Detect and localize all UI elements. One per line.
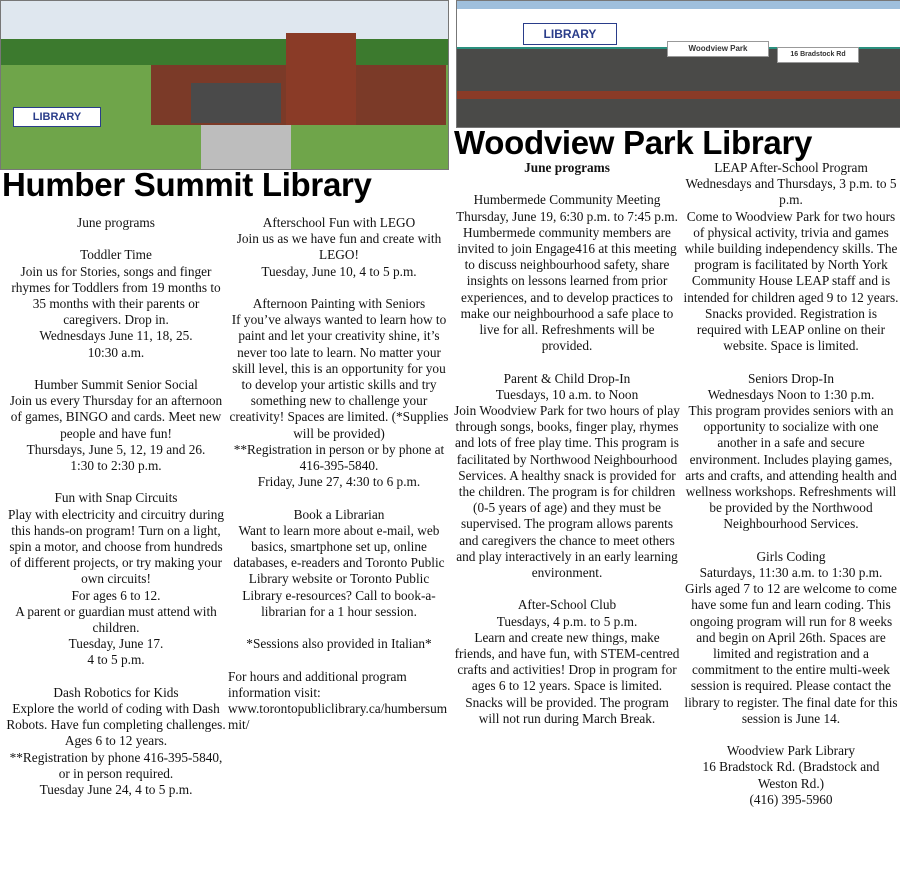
program-description: Want to learn more about e-mail, web basics, smartphone set up, online databases, e-readers and Toronto Public Library website or Toronto Public Library e-resources? Call to book-a-librarian for a 1 hour session. (233, 522, 445, 619)
program-name: Girls Coding (756, 548, 826, 564)
program-description: This program provides seniors with an opportunity to socialize with one another in a safe and secure environment. Includes playing games, arts and crafts, and attending health and wellness workshops. Refreshments will be provided by the Northwood Neighbourhood Services. (685, 403, 897, 532)
program-time: 4 to 5 p.m. (87, 652, 145, 668)
program-name: After-School Club (517, 597, 617, 613)
library-tower (286, 33, 356, 125)
program-when: Saturdays, 11:30 a.m. to 1:30 p.m. (699, 565, 883, 581)
program-when: Thursday, June 19, 6:30 p.m. to 7:45 p.m. (456, 208, 678, 224)
program-after-school-club (454, 597, 680, 727)
library-entrance (191, 83, 281, 123)
program-description: Play with electricity and circuitry during this hands-on program! Turn on a light, spin a motor, and choose from hundreds of different projects, or try making your own circuits! (7, 506, 224, 587)
humber-summit-library-photo (0, 0, 449, 170)
address-street: 16 Bradstock Rd. (Bradstock and Weston Rd.) (702, 759, 880, 791)
address-phone: (416) 395-5960 (749, 791, 833, 807)
program-painting-seniors (228, 296, 450, 490)
italian-note: *Sessions also provided in Italian* (246, 636, 432, 652)
humber-column-1 (6, 215, 226, 798)
more-info (228, 669, 450, 734)
program-community-meeting (454, 192, 680, 354)
program-when: Friday, June 27, 4:30 to 6 p.m. (257, 474, 421, 490)
program-description: Join us as we have fun and create with LEGO! (236, 231, 442, 263)
program-time: 10:30 a.m. (87, 344, 145, 360)
program-book-librarian (228, 507, 450, 620)
program-when: Thursdays, June 5, 12, 19 and 26. (26, 441, 206, 457)
program-senior-social (6, 377, 226, 474)
program-name: Book a Librarian (293, 506, 385, 522)
brick-band (457, 91, 900, 99)
program-when: Wednesdays Noon to 1:30 p.m. (707, 386, 875, 402)
program-name: Afternoon Painting with Seniors (252, 296, 426, 311)
library-sign: LIBRARY (523, 23, 617, 45)
walkway (201, 125, 291, 169)
program-toddler-time (6, 247, 226, 360)
program-girls-coding (682, 549, 900, 727)
humber-column-2 (228, 215, 450, 733)
program-lego (228, 215, 450, 280)
program-registration: **Registration in person or by phone at 416-395-5840. (233, 441, 445, 474)
trees (1, 39, 448, 65)
program-seniors-drop-in (682, 371, 900, 533)
program-description: If you’ve always wanted to learn how to paint and let your creativity shine, it’s never too late to learn. No matter your skill level, this is an opportunity for you to develop your artistic skills and try something new to challenge your creativity! Spaces are limited. (*Supplies will be provided) (229, 312, 449, 441)
program-name: Humbermede Community Meeting (473, 192, 661, 208)
program-name: Dash Robotics for Kids (53, 684, 179, 700)
program-name: Fun with Snap Circuits (54, 490, 178, 506)
program-dash-robotics (6, 685, 226, 798)
program-name: Parent & Child Drop-In (503, 370, 631, 386)
woodview-column-1 (454, 160, 680, 727)
program-name: Afterschool Fun with LEGO (262, 215, 416, 230)
humber-summit-title: Humber Summit Library (2, 166, 372, 203)
address-name: Woodview Park Library (726, 743, 856, 759)
program-name: Seniors Drop-In (747, 370, 835, 386)
program-leap (682, 160, 900, 354)
program-parent-child (454, 371, 680, 582)
more-info-text: For hours and additional program information visit: (228, 668, 407, 700)
address-sign: 16 Bradstock Rd (777, 47, 859, 63)
program-registration: **Registration by phone 416-395-5840, or in person required. (9, 749, 223, 781)
program-name: Humber Summit Senior Social (34, 377, 198, 392)
section-heading: June programs (77, 215, 155, 230)
woodview-park-title: Woodview Park Library (454, 124, 813, 161)
library-address (682, 743, 900, 808)
program-ages: For ages 6 to 12. (71, 587, 161, 603)
program-when: Tuesday, June 10, 4 to 5 p.m. (261, 263, 417, 279)
program-when: Tuesdays, 4 p.m. to 5 p.m. (496, 613, 638, 629)
section-heading: June programs (524, 160, 610, 175)
program-description: Join us every Thursday for an afternoon of games, BINGO and cards. Meet new people and have fun! (9, 393, 223, 441)
storefront-sign: Woodview Park (667, 41, 769, 57)
program-name: Toddler Time (80, 247, 152, 263)
woodview-column-2 (682, 160, 900, 808)
program-when: Tuesday June 24, 4 to 5 p.m. (39, 782, 193, 798)
program-description: Girls aged 7 to 12 are welcome to come have some fun and learn coding. This ongoing program will run for 8 weeks and begin on April 26th. Spaces are limited and registration and a commitment to the entire multi-week session is required. Please contact the library to register. The final date for this session is June 14. (684, 581, 898, 726)
program-when: Wednesdays June 11, 18, 25. (39, 328, 193, 344)
program-time: 1:30 to 2:30 p.m. (70, 458, 162, 474)
program-when: Tuesdays, 10 a.m. to Noon (495, 386, 639, 402)
program-when: Tuesday, June 17. (68, 636, 164, 652)
program-description: Explore the world of coding with Dash Robots. Have fun completing challenges. Ages 6 to 12 years. (6, 701, 226, 749)
program-description: Join Woodview Park for two hours of play through songs, books, finger play, rhymes and lots of free play time. This program is facilitated by Northwood Neighbourhood Services. A healthy snack is provided for the children. The program is for children (0-5 years of age) and they must be supervised. The program allows parents and caregivers the chance to meet others and play interactively in an early learning environment. (454, 403, 680, 581)
program-description: Humbermede community members are invited to join Engage416 at this meeting to discuss neighbourhood safety, share insights on lessons learned from prior experiences, and to develop practices to make our neighbourhood a safe place to live for all. Refreshments will be provided. (457, 224, 677, 354)
program-note: A parent or guardian must attend with children. (15, 603, 217, 636)
program-description: Join us for Stories, songs and finger rhymes for Toddlers from 19 months to 35 months with their parents or caregivers. Drop in. (11, 263, 221, 328)
program-when: Wednesdays and Thursdays, 3 p.m. to 5 p.m. (685, 176, 897, 208)
program-snap-circuits (6, 490, 226, 668)
library-sign: LIBRARY (13, 107, 101, 127)
program-description: Learn and create new things, make friends, and have fun, with STEM-centred crafts and activities! Drop in program for ages 6 to 12 years. Space is limited. Snacks will be provided. The program will not run during March Break. (454, 629, 680, 726)
library-url-link[interactable]: www.torontopubliclibrary.ca/humbersummit/ (228, 701, 448, 733)
woodview-park-library-photo (456, 0, 900, 128)
program-description: Come to Woodview Park for two hours of physical activity, trivia and games while building independency skills. The program is facilitated by North York Community House LEAP staff and is intended for children aged 9 to 12 years. Snacks provided. Registration is required with LEAP online on their website. Space is limited. (683, 208, 899, 354)
program-name: LEAP After-School Program (714, 160, 868, 175)
